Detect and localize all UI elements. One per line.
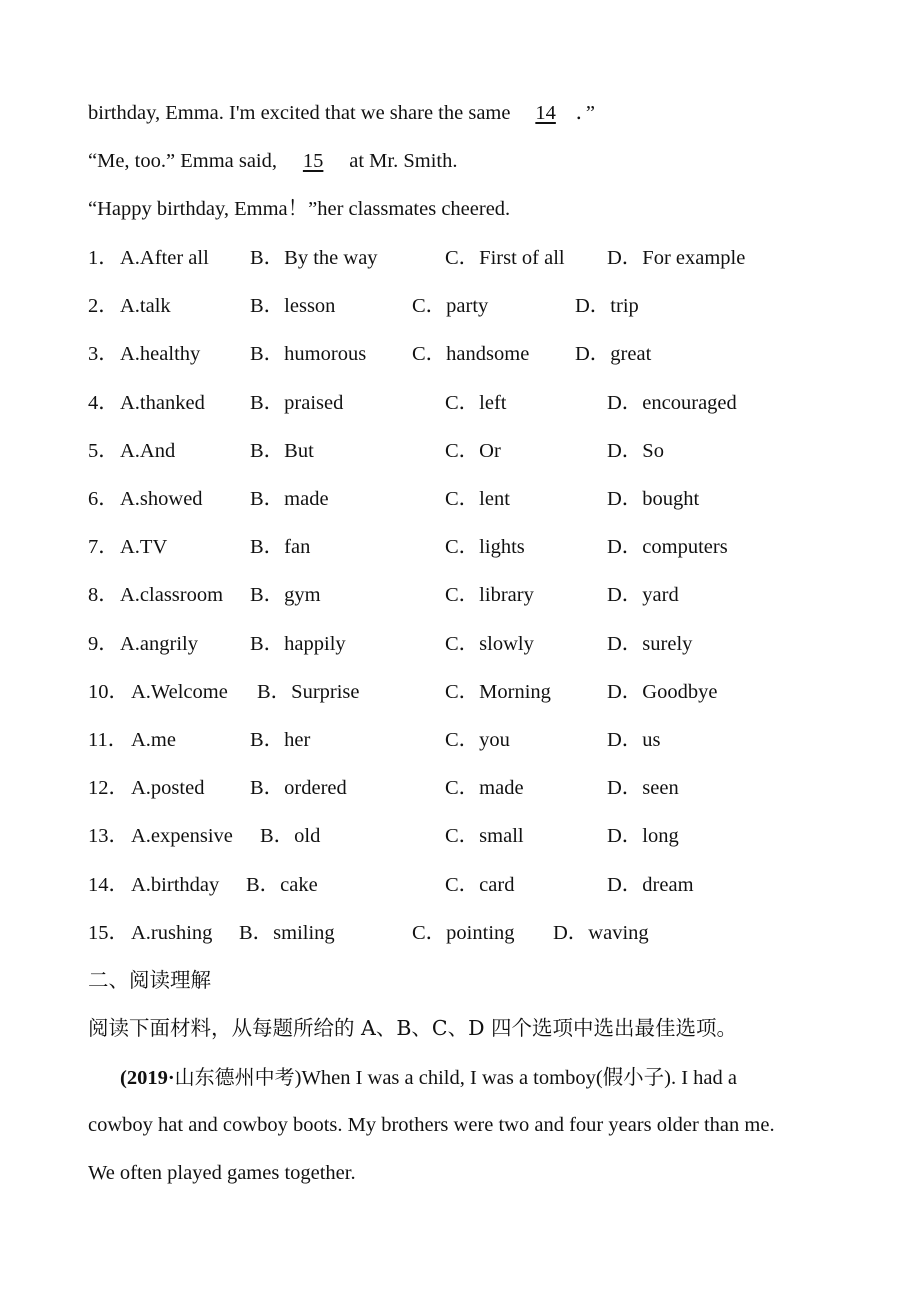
option-b: B．smiling <box>239 922 335 944</box>
passage-line-1 <box>88 103 595 124</box>
option-c: C．Morning <box>445 681 551 703</box>
option-b: B．By the way <box>250 247 378 269</box>
source-tag-cn: 山东德州中考 <box>174 1065 295 1089</box>
option-a: A.me <box>131 729 176 751</box>
option-a: A.rushing <box>131 922 213 944</box>
option-c: C．pointing <box>412 922 515 944</box>
question-number: 7． <box>88 536 119 558</box>
reading-line-1 <box>120 1067 737 1089</box>
question-number: 13． <box>88 825 129 847</box>
option-d: D．seen <box>607 777 679 799</box>
question-number: 12． <box>88 777 129 799</box>
option-a: A.angrily <box>120 633 198 655</box>
question-number: 9． <box>88 633 119 655</box>
option-b: B．made <box>250 488 329 510</box>
option-c: C．you <box>445 729 510 751</box>
section-heading: 二、阅读理解 <box>88 968 211 992</box>
option-a: A.After all <box>120 247 209 269</box>
source-tag: (2019· <box>120 1067 175 1089</box>
option-c: C．small <box>445 825 524 847</box>
question-number: 10． <box>88 681 129 703</box>
passage-text: at Mr. Smith. <box>344 150 458 172</box>
option-c: C．made <box>445 777 524 799</box>
question-number: 15． <box>88 922 129 944</box>
option-c: C．First of all <box>445 247 565 269</box>
option-a: A.TV <box>120 536 168 558</box>
reading-line-2: cowboy hat and cowboy boots. My brothers were two and four years older than me. <box>88 1114 775 1136</box>
option-c: C．lights <box>445 536 525 558</box>
option-b: B．cake <box>246 874 318 896</box>
option-d: D．long <box>607 825 679 847</box>
option-a: A.healthy <box>120 343 201 365</box>
option-d: D．encouraged <box>607 392 737 414</box>
question-number: 4． <box>88 392 119 414</box>
option-d: D．So <box>607 440 664 462</box>
option-c: C．library <box>445 584 534 606</box>
question-number: 2． <box>88 295 119 317</box>
option-b: B．gym <box>250 584 321 606</box>
option-a: A.showed <box>120 488 203 510</box>
option-a: A.expensive <box>131 825 233 847</box>
option-d: D．surely <box>607 633 693 655</box>
option-b: B．praised <box>250 392 344 414</box>
blank-15: 15 <box>302 150 324 172</box>
option-d: D．us <box>607 729 661 751</box>
question-number: 14． <box>88 874 129 896</box>
option-a: A.birthday <box>131 874 220 896</box>
blank-14: 14 <box>535 102 556 124</box>
section-instruction: 阅读下面材料，从每题所给的 A、B、C、D 四个选项中选出最佳选项。 <box>88 1016 738 1040</box>
option-b: B．her <box>250 729 311 751</box>
option-b: B．old <box>260 825 321 847</box>
option-c: C．left <box>445 392 507 414</box>
option-b: B．ordered <box>250 777 347 799</box>
option-a: A.And <box>120 440 176 462</box>
option-d: D．trip <box>575 295 639 317</box>
option-c: C．party <box>412 295 489 317</box>
question-number: 8． <box>88 584 119 606</box>
passage-text: ．” <box>575 102 595 124</box>
option-c: C．handsome <box>412 343 530 365</box>
option-b: B．Surprise <box>257 681 360 703</box>
option-a: A.Welcome <box>131 681 228 703</box>
option-c: C．card <box>445 874 515 896</box>
option-d: D．waving <box>553 922 649 944</box>
option-c: C．slowly <box>445 633 534 655</box>
option-a: A.thanked <box>120 392 205 414</box>
option-d: D．great <box>575 343 652 365</box>
question-number: 6． <box>88 488 119 510</box>
passage-line-2 <box>88 151 457 172</box>
option-d: D．yard <box>607 584 679 606</box>
option-a: A.talk <box>120 295 171 317</box>
option-b: B．But <box>250 440 314 462</box>
question-number: 3． <box>88 343 119 365</box>
option-b: B．lesson <box>250 295 336 317</box>
option-d: D．dream <box>607 874 694 896</box>
option-b: B．humorous <box>250 343 367 365</box>
reading-line-3: We often played games together. <box>88 1162 356 1184</box>
option-d: D．computers <box>607 536 728 558</box>
option-a: A.classroom <box>120 584 224 606</box>
passage-text: birthday, Emma. I'm excited that we share the same <box>88 102 516 124</box>
question-number: 5． <box>88 440 119 462</box>
option-d: D．Goodbye <box>607 681 718 703</box>
option-b: B．happily <box>250 633 346 655</box>
passage-text: “Me, too.” Emma said, <box>88 150 283 172</box>
option-d: D．For example <box>607 247 746 269</box>
question-number: 1． <box>88 247 119 269</box>
option-c: C．Or <box>445 440 501 462</box>
passage-line-3: “Happy birthday, Emma！”her classmates cheered. <box>88 198 511 220</box>
question-number: 11． <box>88 729 129 751</box>
option-d: D．bought <box>607 488 700 510</box>
option-a: A.posted <box>131 777 205 799</box>
option-c: C．lent <box>445 488 510 510</box>
reading-text: )When I was a child, I was a tomboy(假小子). I had a <box>294 1067 737 1089</box>
option-b: B．fan <box>250 536 311 558</box>
